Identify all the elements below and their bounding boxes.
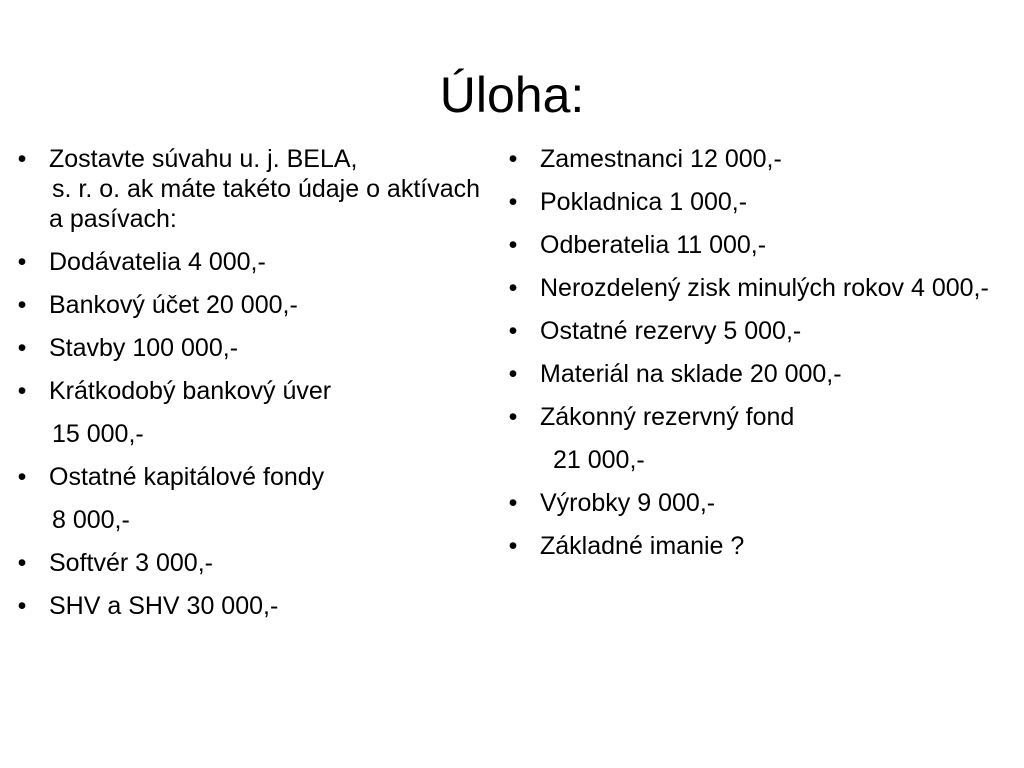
- slide-title: Úloha:: [439, 67, 585, 123]
- list-item: [503, 531, 1003, 561]
- item-text: s. r. o. ak máte takéto údaje o aktívach a pasívach:: [49, 175, 481, 233]
- list-item: [503, 273, 1003, 303]
- list-item-continuation: [503, 445, 1003, 475]
- item-text: Pokladnica 1 000,-: [540, 188, 748, 216]
- bullet-icon: •: [508, 360, 518, 388]
- item-text: Bankový účet 20 000,-: [49, 291, 298, 319]
- item-text: 21 000,-: [553, 446, 645, 474]
- bullet-icon: •: [17, 248, 27, 276]
- item-text: 15 000,-: [52, 420, 144, 448]
- list-item: [503, 230, 1003, 260]
- item-text: Odberatelia 11 000,-: [540, 231, 767, 259]
- list-item: [12, 548, 482, 578]
- list-item: [12, 376, 482, 406]
- item-text: Základné imanie ?: [540, 532, 745, 560]
- bullet-icon: •: [508, 489, 518, 517]
- item-text: Výrobky 9 000,-: [540, 489, 716, 517]
- list-item-continuation: [12, 419, 482, 449]
- bullet-icon: •: [508, 188, 518, 216]
- item-text: Stavby 100 000,-: [49, 334, 239, 362]
- item-text: Krátkodobý bankový úver: [49, 377, 332, 405]
- left-task-list: [12, 144, 482, 634]
- item-text: Softvér 3 000,-: [49, 549, 213, 577]
- item-text: Ostatné kapitálové fondy: [49, 463, 325, 491]
- list-item: [12, 462, 482, 492]
- bullet-icon: •: [17, 463, 27, 491]
- bullet-icon: •: [508, 532, 518, 560]
- bullet-icon: •: [17, 549, 27, 577]
- list-item: [503, 144, 1003, 174]
- list-item: [503, 187, 1003, 217]
- item-text: Zákonný rezervný fond: [540, 403, 795, 431]
- item-text: Zostavte súvahu u. j. BELA,: [49, 145, 358, 173]
- list-item-continuation: [12, 505, 482, 535]
- bullet-icon: •: [17, 334, 27, 362]
- bullet-icon: •: [17, 291, 27, 319]
- item-text: Dodávatelia 4 000,-: [49, 248, 266, 276]
- item-text: Nerozdelený zisk minulých rokov 4 000,-: [540, 274, 989, 302]
- item-text: Ostatné rezervy 5 000,-: [540, 317, 802, 345]
- item-text: Zamestnanci 12 000,-: [540, 145, 782, 173]
- bullet-icon: •: [508, 145, 518, 173]
- list-item-continuation: [12, 174, 482, 234]
- right-task-list: [503, 144, 1003, 574]
- list-item: [12, 144, 482, 174]
- list-item: [503, 359, 1003, 389]
- bullet-icon: •: [508, 403, 518, 431]
- item-text: SHV a SHV 30 000,-: [49, 592, 279, 620]
- list-item: [503, 402, 1003, 432]
- bullet-icon: •: [508, 317, 518, 345]
- bullet-icon: •: [17, 592, 27, 620]
- item-text: Materiál na sklade 20 000,-: [540, 360, 842, 388]
- bullet-icon: •: [508, 231, 518, 259]
- list-item: [12, 333, 482, 363]
- bullet-icon: •: [17, 145, 27, 173]
- list-item: [12, 591, 482, 621]
- bullet-icon: •: [17, 377, 27, 405]
- list-item: [503, 316, 1003, 346]
- bullet-icon: •: [508, 274, 518, 302]
- item-text: 8 000,-: [52, 506, 130, 534]
- list-item: [12, 290, 482, 320]
- list-item: [503, 488, 1003, 518]
- list-item: [12, 247, 482, 277]
